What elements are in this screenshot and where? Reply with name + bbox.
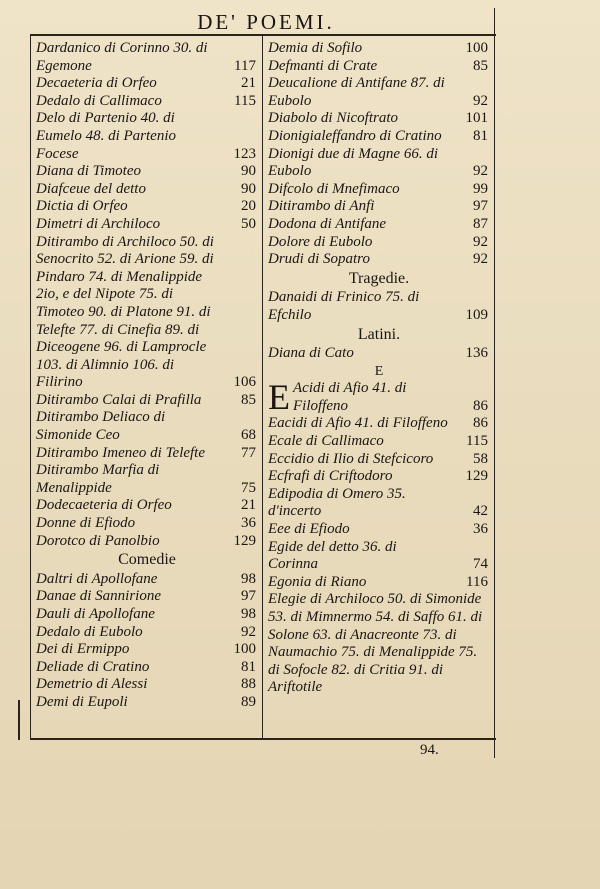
- index-entry: [268, 521, 490, 539]
- entry-page-number: 87: [473, 215, 488, 232]
- entry-title: Deliade di Cratino: [36, 658, 150, 675]
- entry-title: Drudi di Sopatro: [268, 251, 370, 268]
- index-entry: [36, 409, 258, 444]
- index-entry: [36, 497, 258, 515]
- entry-title: Diana di Timoteo: [36, 163, 142, 180]
- section-letter-e: E: [374, 363, 384, 379]
- entry-page-number: 98: [241, 570, 256, 587]
- index-entry: [268, 234, 490, 252]
- entry-page-number: 86: [473, 397, 488, 414]
- entry-title: Eccidio di Ilio di Stefcicoro: [268, 450, 434, 467]
- index-entry: [268, 58, 490, 76]
- entry-title: Difcolo di Mnefimaco: [268, 180, 400, 197]
- index-entry: [36, 533, 258, 551]
- entry-page-number: 123: [233, 145, 256, 162]
- index-entry: [36, 445, 258, 463]
- entry-title: Ecale di Callimaco: [268, 433, 384, 450]
- index-entry: [36, 606, 258, 624]
- entry-page-number: 42: [473, 503, 488, 520]
- right-column-rule: [494, 8, 495, 758]
- entry-title: Dionigi due di Magne 66. di Eubolo: [268, 145, 438, 180]
- entry-title: Delo di Partenio 40. di Eumelo 48. di Partenio Focese: [36, 110, 176, 162]
- index-entry: [36, 163, 258, 181]
- entry-page-number: 50: [241, 215, 256, 232]
- entry-page-number: 129: [465, 468, 488, 485]
- entry-page-number: 88: [241, 676, 256, 693]
- index-entry: [268, 146, 490, 181]
- entry-page-number: 85: [473, 57, 488, 74]
- index-entry-elegie: [268, 591, 490, 697]
- index-entry: [268, 181, 490, 199]
- index-entry: [268, 433, 490, 451]
- entry-page-number: 58: [473, 450, 488, 467]
- entry-title: Dauli di Apollofane: [36, 606, 155, 622]
- index-entry: [36, 110, 258, 163]
- entry-page-number: 99: [473, 180, 488, 197]
- index-entry: [268, 40, 490, 58]
- index-entry: [268, 345, 490, 363]
- entry-page-number: 36: [241, 515, 256, 532]
- index-entry: [36, 659, 258, 677]
- entry-title: Egide del detto 36. di Corinna: [268, 538, 397, 573]
- drop-cap: E: [268, 377, 290, 418]
- entry-page-number: 77: [241, 444, 256, 461]
- index-entry: [268, 198, 490, 216]
- entry-page-number: 115: [466, 433, 488, 450]
- index-entry: [36, 392, 258, 410]
- page-title: DE' POEMI.: [197, 10, 335, 34]
- index-entry: [36, 462, 258, 497]
- index-entry: [36, 641, 258, 659]
- page-number: 94.: [420, 742, 439, 758]
- entry-page-number: 90: [241, 163, 256, 180]
- index-entry: [268, 468, 490, 486]
- entry-title: Dolore di Eubolo: [268, 233, 373, 250]
- entry-title: Dardanico di Corinno 30. di Egemone: [36, 40, 208, 74]
- index-entry: [268, 539, 490, 574]
- entry-title: Acidi di Afio 41. di Filoffeno: [293, 380, 407, 414]
- entry-title: Demetrio di Alessi: [36, 676, 148, 693]
- entry-title: Deucalione di Antifane 87. di Eubolo: [268, 75, 445, 109]
- index-entry: [36, 694, 258, 712]
- index-entry: [36, 234, 258, 392]
- index-entry: [36, 676, 258, 694]
- index-entry: [268, 289, 490, 324]
- entry-title: Ditirambo Deliaco di Simonide Ceo: [36, 409, 166, 444]
- index-entry: [268, 574, 490, 592]
- section-heading-latini: Latini.: [357, 325, 401, 343]
- entry-page-number: 97: [241, 588, 256, 605]
- entry-page-number: 81: [241, 658, 256, 675]
- entry-title: Dedalo di Callimaco: [36, 92, 162, 109]
- entry-page-number: 136: [465, 345, 488, 362]
- entry-page-number: 21: [241, 75, 256, 92]
- entry-title: Dorotco di Panolbio: [36, 532, 160, 549]
- entry-page-number: 92: [473, 163, 488, 180]
- index-entry: [36, 515, 258, 533]
- index-entry: [36, 93, 258, 111]
- entry-title: Dodona di Antifane: [268, 215, 387, 232]
- entry-title: Donne di Efiodo: [36, 515, 136, 532]
- entry-title: Diafceue del detto: [36, 180, 146, 197]
- entry-page-number: 100: [465, 40, 488, 56]
- entry-page-number: 36: [473, 521, 488, 538]
- entry-title: Ditirambo Imeneo di Telefte: [36, 444, 206, 461]
- margin-mark: [18, 700, 20, 740]
- entry-title: Demi di Eupoli: [36, 693, 128, 710]
- right-column: [268, 40, 490, 697]
- entry-title: Defmanti di Crate: [268, 57, 378, 74]
- section-heading-tragedie: Tragedie.: [348, 269, 410, 287]
- entry-title: Diana di Cato: [268, 345, 354, 362]
- entry-title: Daltri di Apollofane: [36, 570, 158, 587]
- index-entry: [36, 588, 258, 606]
- entry-title: Dei di Ermippo: [36, 641, 130, 658]
- section-heading-comedie: Comedie: [118, 551, 176, 569]
- index-entry: [268, 486, 490, 521]
- entry-page-number: 101: [465, 110, 488, 127]
- entry-title: Eacidi di Afio 41. di Filoffeno: [268, 415, 448, 432]
- entry-title: Egonia di Riano: [268, 573, 367, 590]
- entry-title: Dimetri di Archiloco: [36, 215, 161, 232]
- entry-page-number: 100: [233, 641, 256, 658]
- entry-page-number: 74: [473, 556, 488, 573]
- entry-page-number: 86: [473, 415, 488, 432]
- entry-title: Ditirambo Calai di Prafilla: [36, 391, 202, 408]
- index-entry: [268, 75, 490, 110]
- entry-title: Eee di Efiodo: [268, 521, 350, 538]
- entry-page-number: 92: [473, 251, 488, 268]
- middle-column-rule: [262, 34, 263, 740]
- entry-page-number: 92: [473, 233, 488, 250]
- running-header: [40, 8, 492, 36]
- entry-page-number: 21: [241, 497, 256, 514]
- entry-title: Danae di Sannirione: [36, 588, 161, 605]
- entry-page-number: 90: [241, 180, 256, 197]
- entry-title: Dictia di Orfeo: [36, 198, 128, 215]
- entry-page-number: 89: [241, 693, 256, 710]
- index-entry: [36, 624, 258, 642]
- entry-page-number: 68: [241, 427, 256, 444]
- entry-title: Dodecaeteria di Orfeo: [36, 497, 172, 514]
- entry-title: Danaidi di Frinico 75. di Efchilo: [268, 289, 420, 323]
- index-entry: [268, 251, 490, 269]
- entry-title: Ditirambo di Archiloco 50. di Senocrito 52. di Arione 59. di Pindaro 74. di Menalippide 2io, e del Nipote 75. di Timoteo 90. di Platone 91. di Telefte 77. di Cinefia 89. di Diceogene 96. di Lamprocle 103. di Alimnio 106. di Filirino: [36, 233, 214, 391]
- entry-page-number: 92: [241, 623, 256, 640]
- index-entry: [36, 181, 258, 199]
- index-entry: [36, 216, 258, 234]
- entry-page-number: 106: [233, 374, 256, 391]
- left-column-rule: [30, 34, 31, 740]
- entry-page-number: 115: [234, 92, 256, 109]
- index-entry: [268, 110, 490, 128]
- entry-title: Ecfrafi di Criftodoro: [268, 468, 393, 485]
- entry-title: Demia di Sofilo: [268, 40, 363, 56]
- entry-page-number: 20: [241, 198, 256, 215]
- index-entry: [36, 198, 258, 216]
- index-entry: [268, 128, 490, 146]
- entry-page-number: 109: [465, 306, 488, 323]
- entry-page-number: 98: [241, 606, 256, 622]
- entry-title: Diabolo di Nicoftrato: [268, 110, 399, 127]
- left-column: [36, 40, 258, 712]
- index-entry: [36, 75, 258, 93]
- entry-page-number: 116: [466, 573, 488, 590]
- entry-title: Ditirambo Marfia di Menalippide: [36, 462, 160, 496]
- entry-page-number: 92: [473, 92, 488, 109]
- entry-page-number: 117: [234, 57, 256, 74]
- entry-title: Dionigialeffandro di Cratino: [268, 127, 442, 144]
- index-entry: [268, 415, 490, 433]
- entry-page-number: 97: [473, 198, 488, 215]
- entry-title: Dedalo di Eubolo: [36, 623, 143, 640]
- index-entry: [36, 40, 258, 75]
- entry-page-number: 75: [241, 479, 256, 496]
- entry-title: Ditirambo di Anfi: [268, 198, 375, 215]
- bottom-rule: [30, 738, 496, 740]
- entry-title: Elegie di Archiloco 50. di Simonide 53. di Mimnermo 54. di Saffo 61. di Solone 63. di Anacreonte 73. di Naumachio 75. di Menalippide 75. di Sofocle 82. di Critia 91. di Ariftotile: [268, 591, 483, 696]
- entry-page-number: 85: [241, 391, 256, 408]
- entry-page-number: 81: [473, 127, 488, 144]
- index-entry: [36, 571, 258, 589]
- entry-title: Decaeteria di Orfeo: [36, 75, 157, 92]
- index-entry: [268, 216, 490, 234]
- top-rule: [30, 34, 496, 36]
- entry-page-number: 129: [233, 532, 256, 549]
- entry-title: Edipodia di Omero 35. d'incerto: [268, 485, 406, 520]
- index-entry-dropcap: [268, 377, 490, 418]
- index-entry: [268, 451, 490, 469]
